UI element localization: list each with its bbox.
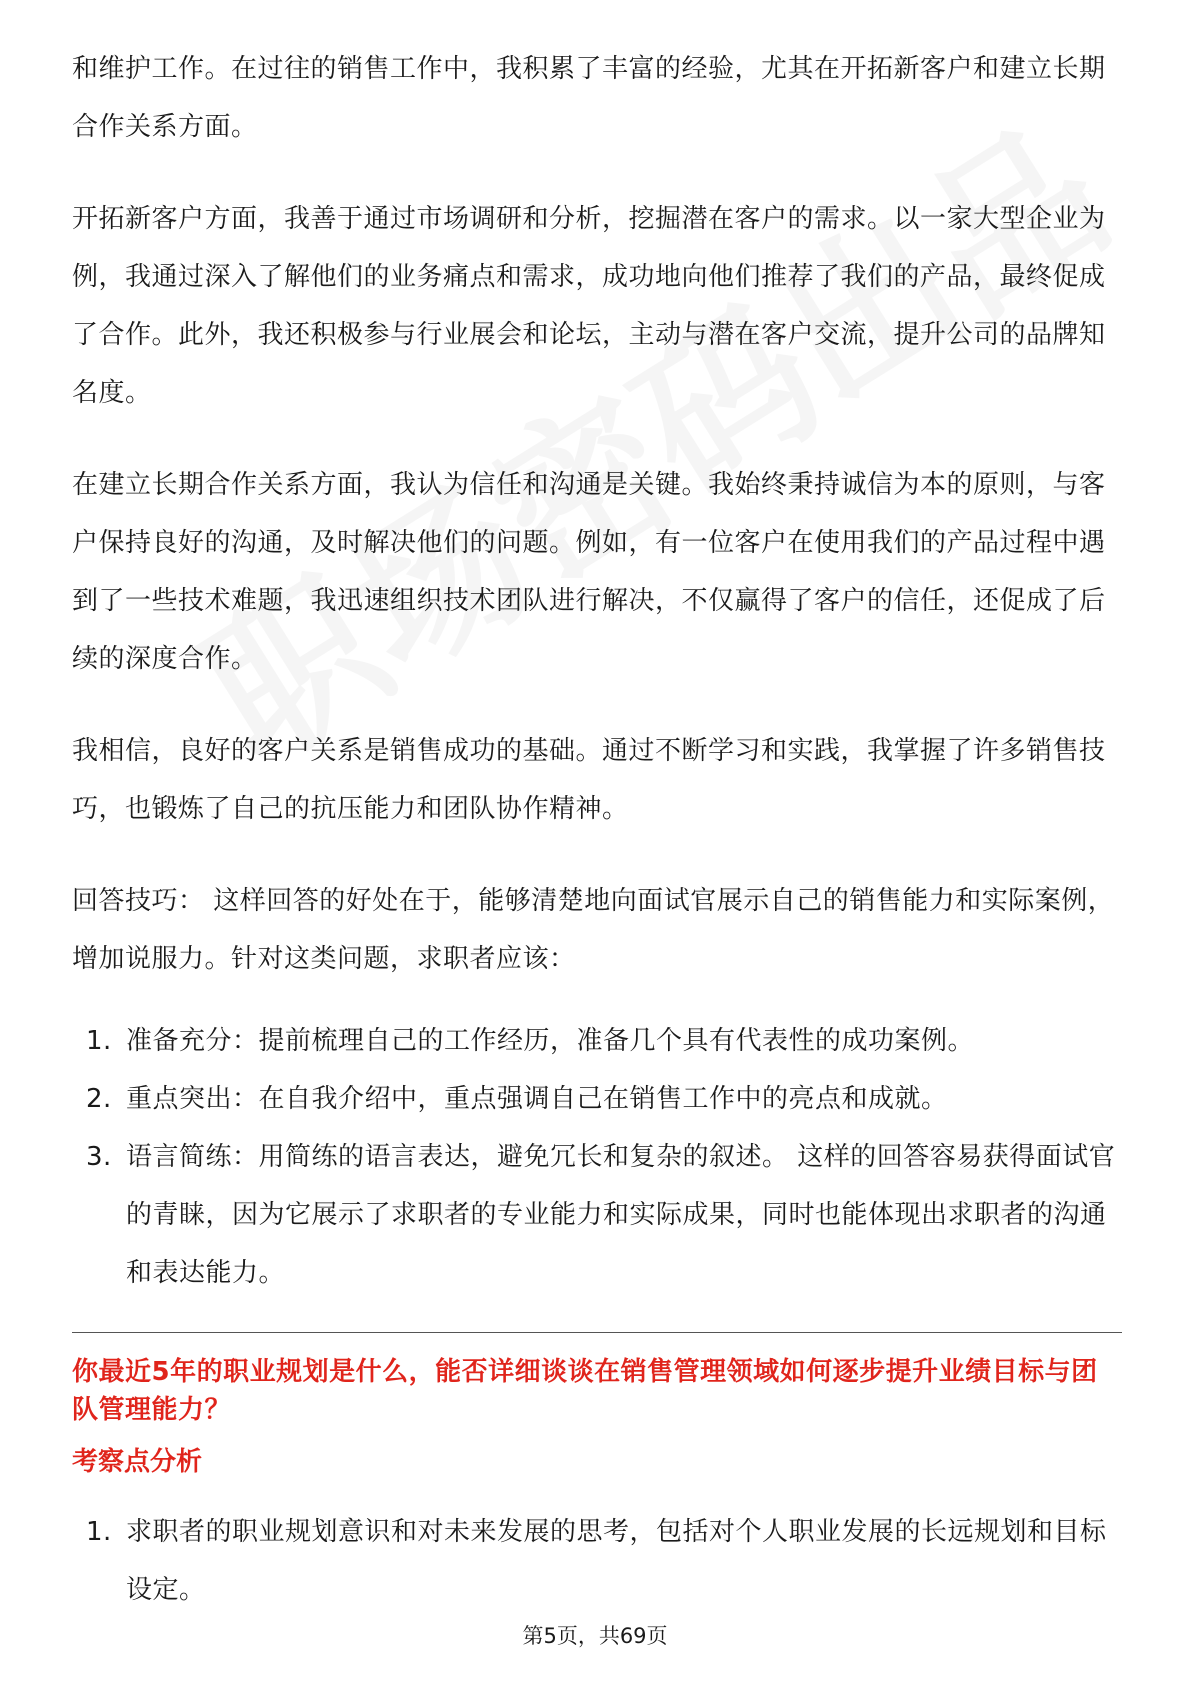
list-text: 准备充分：提前梳理自己的工作经历，准备几个具有代表性的成功案例。: [126, 1026, 975, 1056]
list-item: [72, 1128, 1122, 1302]
section-divider: [72, 1332, 1122, 1333]
list-text: 重点突出：在自我介绍中，重点强调自己在销售工作中的亮点和成就。: [126, 1084, 948, 1114]
list-item: [72, 1503, 1122, 1619]
list-text: 求职者的职业规划意识和对未来发展的思考，包括对个人职业发展的长远规划和目标设定。: [126, 1517, 1107, 1605]
page-number: 第5页，共69页: [522, 1624, 668, 1648]
paragraph-1: 和维护工作。在过往的销售工作中，我积累了丰富的经验，尤其在开拓新客户和建立长期合作关系方面。: [72, 54, 1106, 142]
page-content: [72, 40, 1122, 1619]
tips-list: [72, 1012, 1122, 1302]
list-number: 1.: [86, 1517, 112, 1547]
list-item: [72, 1070, 1122, 1128]
list-number: 1.: [86, 1026, 112, 1056]
list-item: [72, 1012, 1122, 1070]
list-number: 2.: [86, 1084, 112, 1114]
analysis-list: [72, 1503, 1122, 1619]
paragraph-3: 在建立长期合作关系方面，我认为信任和沟通是关键。我始终秉持诚信为本的原则，与客户保持良好的沟通，及时解决他们的问题。例如，有一位客户在使用我们的产品过程中遇到了一些技术难题，我迅速组织技术团队进行解决，不仅赢得了客户的信任，还促成了后续的深度合作。: [72, 470, 1106, 674]
interview-question: 你最近5年的职业规划是什么，能否详细谈谈在销售管理领域如何逐步提升业绩目标与团队管理能力？: [72, 1357, 1098, 1425]
analysis-heading: 考察点分析: [72, 1447, 203, 1477]
paragraph-2: 开拓新客户方面，我善于通过市场调研和分析，挖掘潜在客户的需求。以一家大型企业为例，我通过深入了解他们的业务痛点和需求，成功地向他们推荐了我们的产品，最终促成了合作。此外，我还积极参与行业展会和论坛，主动与潜在客户交流，提升公司的品牌知名度。: [72, 204, 1106, 408]
paragraph-4: 我相信，良好的客户关系是销售成功的基础。通过不断学习和实践，我掌握了许多销售技巧，也锻炼了自己的抗压能力和团队协作精神。: [72, 736, 1106, 824]
list-number: 3.: [86, 1142, 112, 1172]
list-text: 语言简练：用简练的语言表达，避免冗长和复杂的叙述。 这样的回答容易获得面试官的青睐，因为它展示了求职者的专业能力和实际成果，同时也能体现出求职者的沟通和表达能力。: [126, 1142, 1116, 1288]
answer-tips-intro: 回答技巧： 这样回答的好处在于，能够清楚地向面试官展示自己的销售能力和实际案例，增加说服力。针对这类问题，求职者应该：: [72, 886, 1115, 974]
